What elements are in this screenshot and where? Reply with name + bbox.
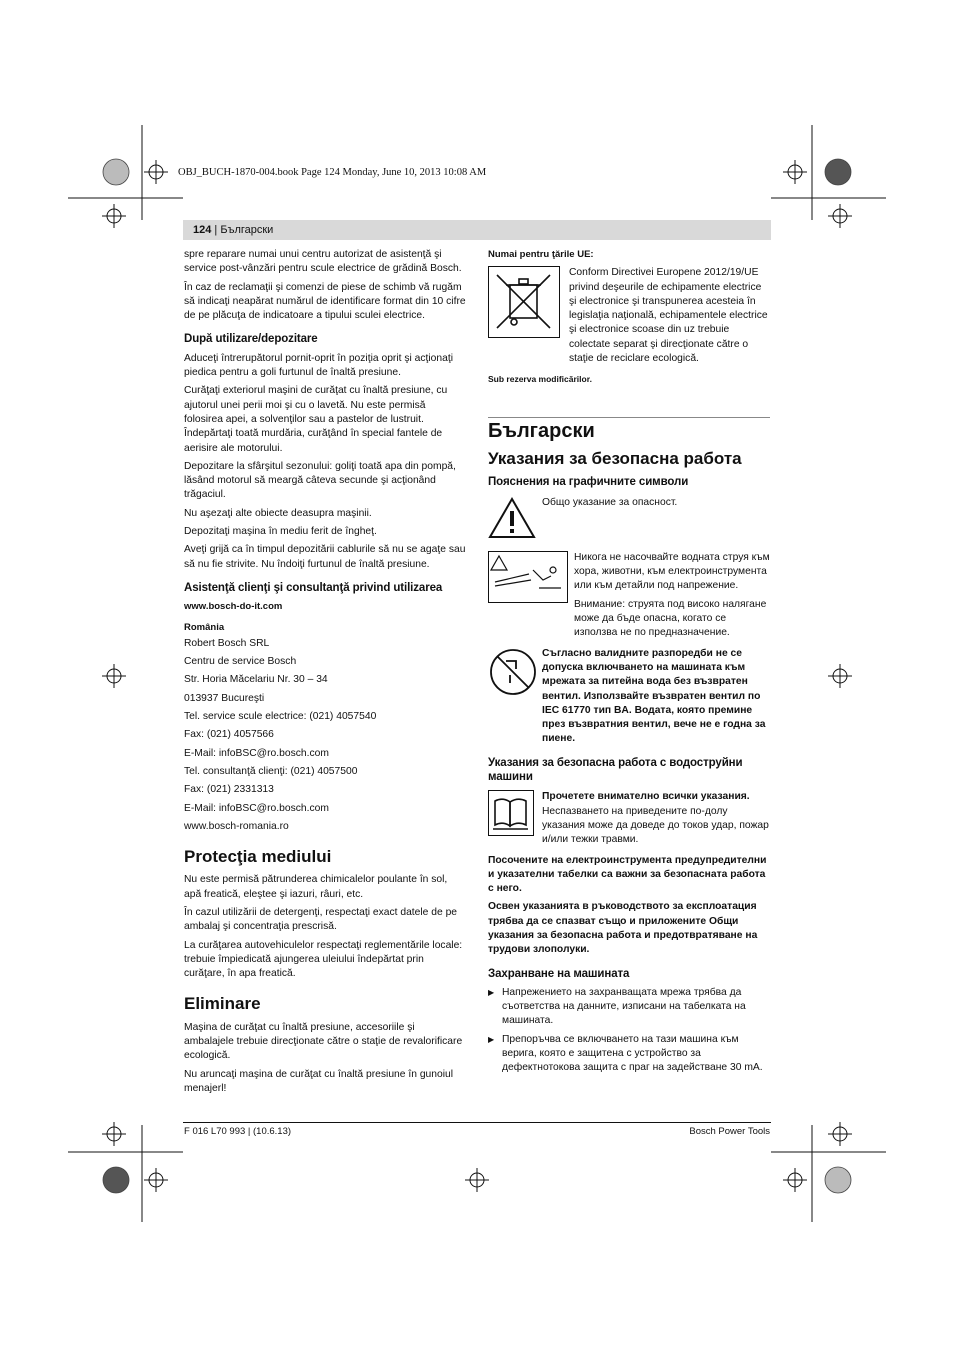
heading-bulgarian: Български bbox=[488, 419, 595, 442]
address-line: Str. Horia Măcelariu Nr. 30 – 34 bbox=[184, 674, 328, 686]
heading-environment: Protecţia mediului bbox=[184, 847, 332, 867]
list-item-text: Препоръчва се включването на тази машина към верига, която е защитена с устройство за дефектнотокова защита с праг на задействане 30 mA. bbox=[502, 1033, 763, 1074]
bullet-arrow-icon: ▶ bbox=[488, 1034, 495, 1044]
address-line: Tel. consultanţă clienţi: (021) 4057500 bbox=[184, 765, 358, 777]
section-divider bbox=[488, 417, 770, 418]
read-instructions-text: Неспазването на приведените по-долу указания може да доведе до токов удар, пожар и/или тежки травми. bbox=[542, 805, 769, 846]
paragraph: În caz de reclamaţii şi comenzi de piese de schimb vă rugăm să indicaţi neapărat numărul de identificare format din 10 cifre de pe plăcuţa de indicatoare a tipului sculei electrice. bbox=[184, 281, 466, 322]
heading-service: Asistenţă clienţi şi consultanţă privind utilizarea bbox=[184, 581, 443, 594]
list-item-text: Напрежението на захранващата мрежа трябва да съответства на данните, изписани на табелката на машината. bbox=[502, 986, 746, 1027]
no-drinking-water-icon bbox=[488, 647, 542, 747]
right-column bbox=[488, 248, 770, 1080]
paragraph: Nu aruncaţi maşina de curăţat cu înaltă presiune în gunoiul menajerl! bbox=[184, 1068, 454, 1094]
eu-heading: Numai pentru ţările UE: bbox=[488, 249, 594, 260]
heading-symbols: Пояснения на графичните символи bbox=[488, 476, 689, 489]
list-item bbox=[488, 986, 770, 1029]
page-number: 124 bbox=[193, 224, 212, 236]
address-line: 013937 Bucureşti bbox=[184, 692, 265, 704]
crossed-bin-icon bbox=[488, 266, 560, 338]
address-line: Tel. service scule electrice: (021) 4057540 bbox=[184, 711, 377, 723]
heading-waterjet-safety: Указания за безопасна работа с водоструйни машини bbox=[488, 756, 743, 784]
paragraph-bold: Освен указанията в ръководството за експлоатация трябва да се спазват също и приложените Общи указания за безопасна работа и предотвратяване на трудови злополуки. bbox=[488, 901, 758, 956]
heading-safety: Указания за безопасна работа bbox=[488, 448, 742, 468]
symbol-text: Внимание: струята под високо налягане може да бъде опасна, когато се използва не по предназначение. bbox=[574, 598, 767, 639]
heading-after-use: După utilizare/depozitare bbox=[184, 333, 318, 346]
eu-directive-text: Conform Directivei Europene 2012/19/UE privind deşeurile de echipamente electrice şi electronice şi transpunerea acesteia în legislaţia naţională, echipamentele electrice şi electronice scoase din uz trebuie colectate separat şi direcţionate către o staţie de reciclare ecologică. bbox=[569, 267, 768, 365]
heading-disposal: Eliminare bbox=[184, 994, 261, 1014]
read-manual-block bbox=[488, 790, 770, 847]
symbol-row bbox=[488, 496, 770, 545]
read-instructions-bold: Прочетете внимателно всички указания. bbox=[542, 791, 750, 803]
print-slug: OBJ_BUCH-1870-004.book Page 124 Monday, June 10, 2013 10:08 AM bbox=[178, 167, 487, 178]
manual-book-icon bbox=[488, 790, 534, 836]
bullet-arrow-icon: ▶ bbox=[488, 987, 495, 997]
left-column bbox=[184, 248, 466, 1100]
paragraph-bold: Посочените на електроинструмента предупредителни и указателни табелки са важни за безопасната работа с него. bbox=[488, 854, 767, 895]
header-separator: | bbox=[211, 224, 221, 236]
water-jet-warning-icon bbox=[488, 551, 568, 603]
paragraph: Depozitaţi maşina în mediu ferit de îngheţ. bbox=[184, 526, 377, 538]
paragraph: Maşina de curăţat cu înaltă presiune, accesoriile şi ambalajele trebuie direcţionate către o staţie de revalorificare ecologică. bbox=[184, 1021, 463, 1062]
header-language: Български bbox=[220, 224, 274, 236]
symbol-text: Никога не насочвайте водната струя към хора, животни, към електроинструмента или към детайли под напрежение. bbox=[574, 551, 770, 592]
address-line: Centru de service Bosch bbox=[184, 656, 297, 668]
address-line: Robert Bosch SRL bbox=[184, 637, 270, 649]
paragraph: Curăţaţi exteriorul maşini de curăţat cu înaltă presiune, cu ajutorul unei perii moi şi cu o lavetă. Nu este permisă folosirea apei, a solvenţilor sau a pastelor de lustruit. Îndepărtaţi toată murdăria, curăţând în special fantele de aerisire ale motorului. bbox=[184, 385, 448, 454]
footer-rule bbox=[183, 1122, 771, 1123]
footer-doc-id: F 016 L70 993 | (10.6.13) bbox=[184, 1126, 292, 1137]
service-url: www.bosch-do-it.com bbox=[184, 601, 283, 613]
heading-power-supply: Захранване на машината bbox=[488, 967, 630, 980]
symbol-row bbox=[488, 551, 770, 641]
paragraph: La curăţarea autovehiculelor respectaţi reglementările locale: trebuie împiedicată ajungerea uleiului îndepărtat prin curăţare, în apa freatică. bbox=[184, 939, 463, 980]
paragraph: Aveţi grijă ca în timpul depozitării cablurile să nu se agaţe sau să nu fie strivite. Nu îndoiţi furtunul de înaltă presiune. bbox=[184, 544, 466, 570]
symbol-row bbox=[488, 647, 770, 747]
page-header bbox=[183, 220, 771, 240]
weee-block bbox=[488, 266, 770, 366]
list-item bbox=[488, 1033, 770, 1076]
footer-brand: Bosch Power Tools bbox=[689, 1126, 770, 1137]
warning-triangle-icon bbox=[488, 496, 538, 545]
address-line: E-Mail: infoBSC@ro.bosch.com bbox=[184, 747, 329, 759]
address-line: E-Mail: infoBSC@ro.bosch.com bbox=[184, 802, 329, 814]
paragraph: Nu aşezaţi alte obiecte deasupra maşinii. bbox=[184, 507, 372, 519]
address-line: www.bosch-romania.ro bbox=[184, 820, 289, 832]
country-label: România bbox=[184, 621, 225, 633]
symbol-text: Общо указание за опасност. bbox=[542, 496, 678, 508]
symbol-text: Съгласно валидните разпоредби не се допуска включването на машината към мрежата за питейна вода без възвратен вентил. Използвайте възвратен вентил по IEC 61770 тип BA. Водата, която премине през възвратния вентил, вече не е годна за пиене. bbox=[542, 647, 766, 745]
paragraph: În cazul utilizării de detergenţi, respectaţi exact datele de pe ambalaj şi concentraţia prescrisă. bbox=[184, 906, 458, 933]
paragraph: Nu este permisă pătrunderea chimicalelor poulante în sol, apă freatică, eleştee şi iazuri, râuri, etc. bbox=[184, 874, 448, 900]
service-address bbox=[184, 637, 466, 834]
reserve-note: Sub rezerva modificărilor. bbox=[488, 374, 592, 385]
address-line: Fax: (021) 2331313 bbox=[184, 784, 274, 796]
address-line: Fax: (021) 4057566 bbox=[184, 729, 274, 741]
paragraph: Aduceţi întrerupătorul pornit-oprit în poziţia oprit şi acţionaţi piedica pentru a goli furtunul de înaltă presiune. bbox=[184, 352, 454, 379]
paragraph: spre reparare numai unui centru autorizat de asistenţă şi service post-vânzări pentru scule electrice de grădină Bosch. bbox=[184, 249, 462, 275]
paragraph: Depozitare la sfârşitul sezonului: goliţi toată apa din pompă, lăsând motorul să meargă câteva secunde şi acţionând trăgaciul. bbox=[184, 460, 456, 501]
